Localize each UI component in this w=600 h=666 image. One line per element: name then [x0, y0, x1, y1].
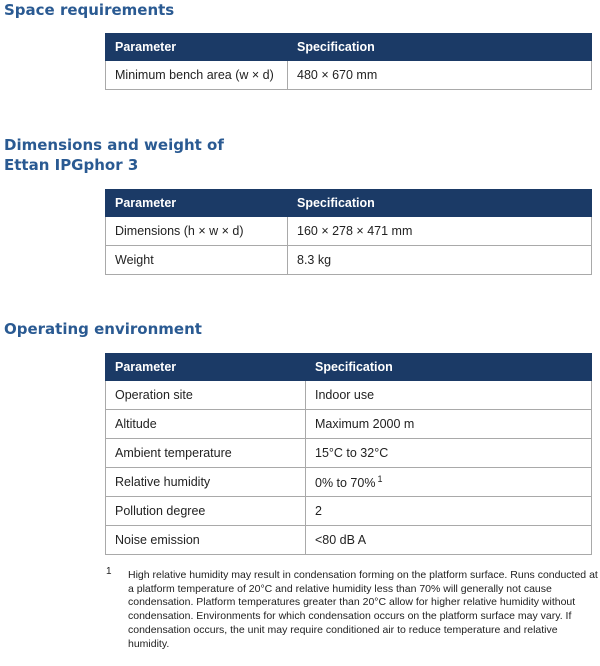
specification-cell: 2 — [306, 497, 592, 526]
column-header-parameter: Parameter — [106, 34, 288, 61]
humidity-value: 0% to 70% — [315, 476, 376, 490]
table-row — [106, 439, 592, 468]
column-header-parameter: Parameter — [106, 354, 306, 381]
parameter-cell: Weight — [106, 246, 288, 275]
table-row — [106, 381, 592, 410]
specification-cell: <80 dB A — [306, 526, 592, 555]
table-header-row — [106, 34, 592, 61]
parameter-cell: Ambient temperature — [106, 439, 306, 468]
table-header-row — [106, 354, 592, 381]
table-row — [106, 217, 592, 246]
specification-cell: Indoor use — [306, 381, 592, 410]
footnote-reference: 1 — [377, 474, 383, 484]
specification-cell: 160 × 278 × 471 mm — [288, 217, 592, 246]
operating-environment-table — [105, 353, 592, 555]
table-row — [106, 526, 592, 555]
parameter-cell: Minimum bench area (w × d) — [106, 61, 288, 90]
column-header-parameter: Parameter — [106, 190, 288, 217]
dimensions-weight-heading: Dimensions and weight of Ettan IPGphor 3 — [4, 136, 224, 174]
table-row — [106, 410, 592, 439]
specification-cell: 480 × 670 mm — [288, 61, 592, 90]
column-header-specification: Specification — [306, 354, 592, 381]
column-header-specification: Specification — [288, 34, 592, 61]
table-row — [106, 497, 592, 526]
table-row — [106, 246, 592, 275]
column-header-specification: Specification — [288, 190, 592, 217]
dimensions-weight-table — [105, 189, 592, 275]
specification-cell: 15°C to 32°C — [306, 439, 592, 468]
specification-cell — [306, 468, 592, 497]
specification-cell: 8.3 kg — [288, 246, 592, 275]
table-header-row — [106, 190, 592, 217]
parameter-cell: Relative humidity — [106, 468, 306, 497]
footnote-mark: 1 — [106, 566, 112, 577]
space-requirements-heading: Space requirements — [4, 1, 175, 19]
parameter-cell: Pollution degree — [106, 497, 306, 526]
parameter-cell: Dimensions (h × w × d) — [106, 217, 288, 246]
table-row — [106, 468, 592, 497]
parameter-cell: Operation site — [106, 381, 306, 410]
footnote-text: High relative humidity may result in condensation forming on the platform surface. Runs conducted at a platform temperature of 20°C and relative humidity less than 70% will generally not cause condensation. Platform temperatures greater than 20°C allow for higher relative humidity without condensation. Environments for which condensation occurs on the platform surface may vary. If condensation occurs, the unit may require conditioned air to reduce temperature and relative humidity. — [128, 569, 598, 650]
space-requirements-table — [105, 33, 592, 90]
parameter-cell: Noise emission — [106, 526, 306, 555]
operating-environment-heading: Operating environment — [4, 320, 202, 338]
specification-cell: Maximum 2000 m — [306, 410, 592, 439]
parameter-cell: Altitude — [106, 410, 306, 439]
table-row — [106, 61, 592, 90]
